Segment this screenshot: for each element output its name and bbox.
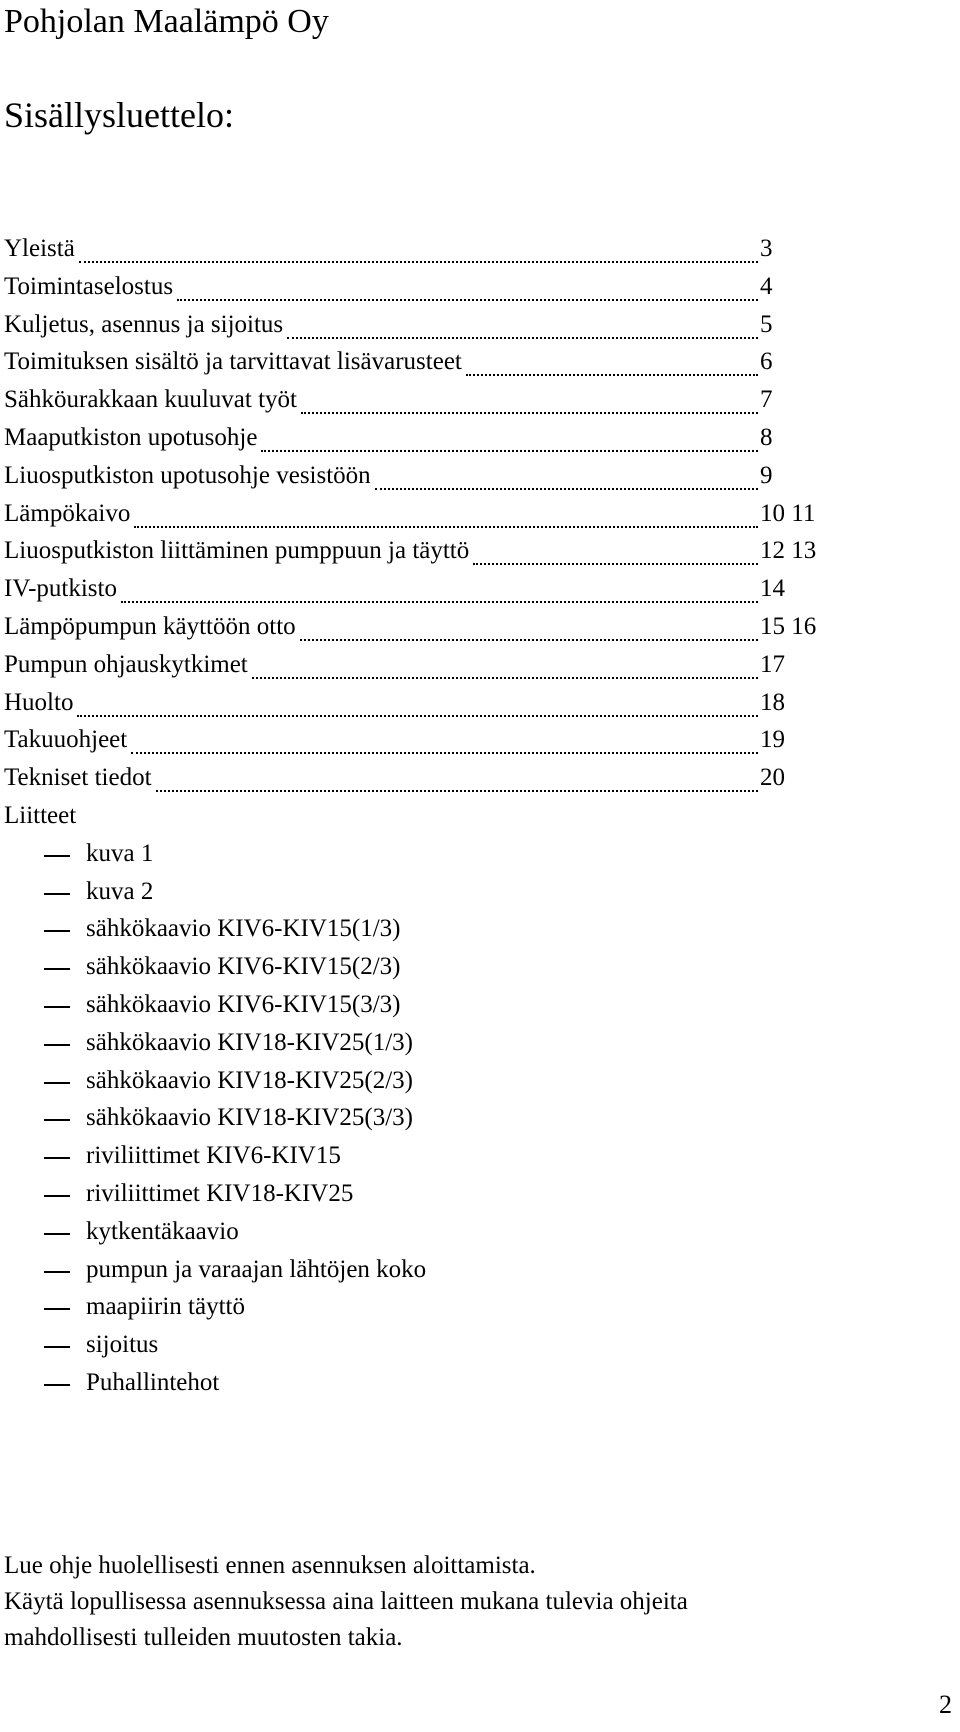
dash-bullet — [44, 893, 70, 895]
toc-entry-page: 19 — [760, 726, 785, 754]
dot-leader — [301, 412, 758, 414]
dash-bullet — [44, 1308, 70, 1310]
appendix-item — [4, 990, 844, 1028]
toc-entry-label: Pumpun ohjauskytkimet — [4, 650, 248, 678]
toc-entry-label: Liuosputkiston liittäminen pumppuun ja täyttö — [4, 537, 470, 565]
toc-entry — [4, 650, 844, 688]
toc-entry-page: 5 — [760, 310, 773, 338]
appendix-item — [4, 1103, 844, 1141]
dot-leader — [375, 488, 758, 490]
company-name: Pohjolan Maalämpö Oy — [4, 3, 329, 40]
appendix-item — [4, 914, 844, 952]
appendix-item-label: kuva 1 — [86, 839, 154, 867]
appendix-item-label: riviliittimet KIV6-KIV15 — [86, 1142, 341, 1170]
toc-entry-page: 18 — [760, 688, 785, 716]
toc-entry-page: 15 16 — [760, 612, 817, 640]
appendix-item — [4, 1179, 844, 1217]
appendix-item-label: pumpun ja varaajan lähtöjen koko — [86, 1255, 427, 1283]
toc-entry — [4, 310, 844, 348]
page-number: 2 — [939, 1690, 952, 1719]
instruction-notes — [4, 1548, 688, 1656]
appendix-item-label: sähkökaavio KIV18-KIV25(1/3) — [86, 1028, 414, 1056]
appendix-heading — [4, 801, 844, 839]
toc-entry-page: 7 — [760, 386, 773, 414]
dash-bullet — [44, 1233, 70, 1235]
toc-entry — [4, 763, 844, 801]
toc-entry-page: 3 — [760, 235, 773, 262]
toc-entry — [4, 499, 844, 537]
toc-entry-label: Lämpökaivo — [4, 499, 131, 527]
toc-entry-page: 6 — [760, 348, 773, 376]
appendix-item-label: sähkökaavio KIV18-KIV25(2/3) — [86, 1066, 414, 1094]
dash-bullet — [44, 855, 70, 857]
toc-entry-label: Toimituksen sisältö ja tarvittavat lisävarusteet — [4, 348, 462, 376]
toc-entry — [4, 574, 844, 612]
appendix-item-label: sähkökaavio KIV6-KIV15(2/3) — [86, 953, 401, 981]
toc-entry-label: Sähköurakkaan kuuluvat työt — [4, 386, 297, 414]
toc-entry-label: Liuosputkiston upotusohje vesistöön — [4, 461, 371, 489]
dot-leader — [177, 299, 758, 301]
appendix-item — [4, 877, 844, 915]
dash-bullet — [44, 1082, 70, 1084]
appendix-item-label: sähkökaavio KIV6-KIV15(1/3) — [86, 915, 401, 943]
appendix-item — [4, 1368, 844, 1406]
appendix-item-label: kuva 2 — [86, 877, 154, 905]
note-line: mahdollisesti tulleiden muutosten takia. — [4, 1624, 403, 1651]
dash-bullet — [44, 1271, 70, 1273]
note-line: Käytä lopullisessa asennuksessa aina laitteen mukana tulevia ohjeita — [4, 1588, 688, 1615]
appendix-item — [4, 1330, 844, 1368]
toc-entry — [4, 385, 844, 423]
dash-bullet — [44, 1006, 70, 1008]
toc-entry — [4, 347, 844, 385]
dot-leader — [156, 790, 758, 792]
appendix-item-label: maapiirin täyttö — [86, 1293, 245, 1321]
appendix-item-label: Puhallintehot — [86, 1368, 220, 1396]
toc-entry — [4, 725, 844, 763]
toc-entry-page: 20 — [760, 764, 785, 792]
dot-leader — [79, 261, 758, 263]
dash-bullet — [44, 968, 70, 970]
appendix-item — [4, 1028, 844, 1066]
toc-entry-page: 9 — [760, 461, 773, 489]
dash-bullet — [44, 930, 70, 932]
toc-entry — [4, 536, 844, 574]
toc-entry-page: 4 — [760, 272, 773, 300]
appendix-item — [4, 1292, 844, 1330]
appendix-item — [4, 1141, 844, 1179]
toc-entry-page: 10 11 — [760, 499, 816, 527]
appendix-item — [4, 839, 844, 877]
dash-bullet — [44, 1346, 70, 1348]
dash-bullet — [44, 1119, 70, 1121]
toc-entry-page: 17 — [760, 650, 785, 678]
toc-entry-label: Tekniset tiedot — [4, 764, 152, 792]
appendix-item-label: sähkökaavio KIV18-KIV25(3/3) — [86, 1104, 414, 1132]
dot-leader — [77, 715, 758, 717]
toc-entry — [4, 234, 844, 272]
dash-bullet — [44, 1384, 70, 1386]
dot-leader — [287, 337, 758, 339]
appendix-item — [4, 952, 844, 990]
toc-entry-label: Lämpöpumpun käyttöön otto — [4, 612, 296, 640]
toc-entry — [4, 272, 844, 310]
dot-leader — [134, 526, 758, 528]
appendix-item — [4, 1255, 844, 1293]
appendix-item — [4, 1217, 844, 1255]
toc-entry-label: Huolto — [4, 688, 74, 716]
toc-entry-label: Yleistä — [4, 235, 75, 262]
appendix-item — [4, 1066, 844, 1104]
dash-bullet — [44, 1157, 70, 1159]
dot-leader — [473, 563, 758, 565]
toc-entry-label: Takuuohjeet — [4, 726, 128, 754]
toc-entry-label: Kuljetus, asennus ja sijoitus — [4, 310, 284, 338]
dot-leader — [131, 752, 758, 754]
toc-entry-page: 14 — [760, 575, 785, 603]
appendix-item-label: kytkentäkaavio — [86, 1217, 239, 1245]
table-of-contents — [4, 234, 844, 1406]
dot-leader — [261, 450, 758, 452]
toc-entry-page: 8 — [760, 423, 773, 451]
appendix-item-label: sähkökaavio KIV6-KIV15(3/3) — [86, 990, 401, 1018]
dot-leader — [300, 639, 758, 641]
note-line: Lue ohje huolellisesti ennen asennuksen aloittamista. — [4, 1552, 536, 1579]
toc-entry — [4, 612, 844, 650]
toc-entry-label: Toimintaselostus — [4, 272, 174, 300]
toc-title: Sisällysluettelo: — [4, 95, 234, 135]
appendix-item-label: riviliittimet KIV18-KIV25 — [86, 1179, 354, 1207]
toc-entry-label: Maaputkiston upotusohje — [4, 423, 258, 451]
toc-entry — [4, 423, 844, 461]
appendix-item-label: sijoitus — [86, 1331, 159, 1359]
dot-leader — [252, 677, 758, 679]
toc-entry — [4, 688, 844, 726]
dot-leader — [121, 601, 758, 603]
toc-entry-page: 12 13 — [760, 537, 817, 565]
dash-bullet — [44, 1195, 70, 1197]
toc-entry — [4, 461, 844, 499]
dash-bullet — [44, 1044, 70, 1046]
dot-leader — [466, 374, 758, 376]
appendix-label: Liitteet — [4, 801, 77, 829]
toc-entry-label: IV-putkisto — [4, 575, 117, 603]
